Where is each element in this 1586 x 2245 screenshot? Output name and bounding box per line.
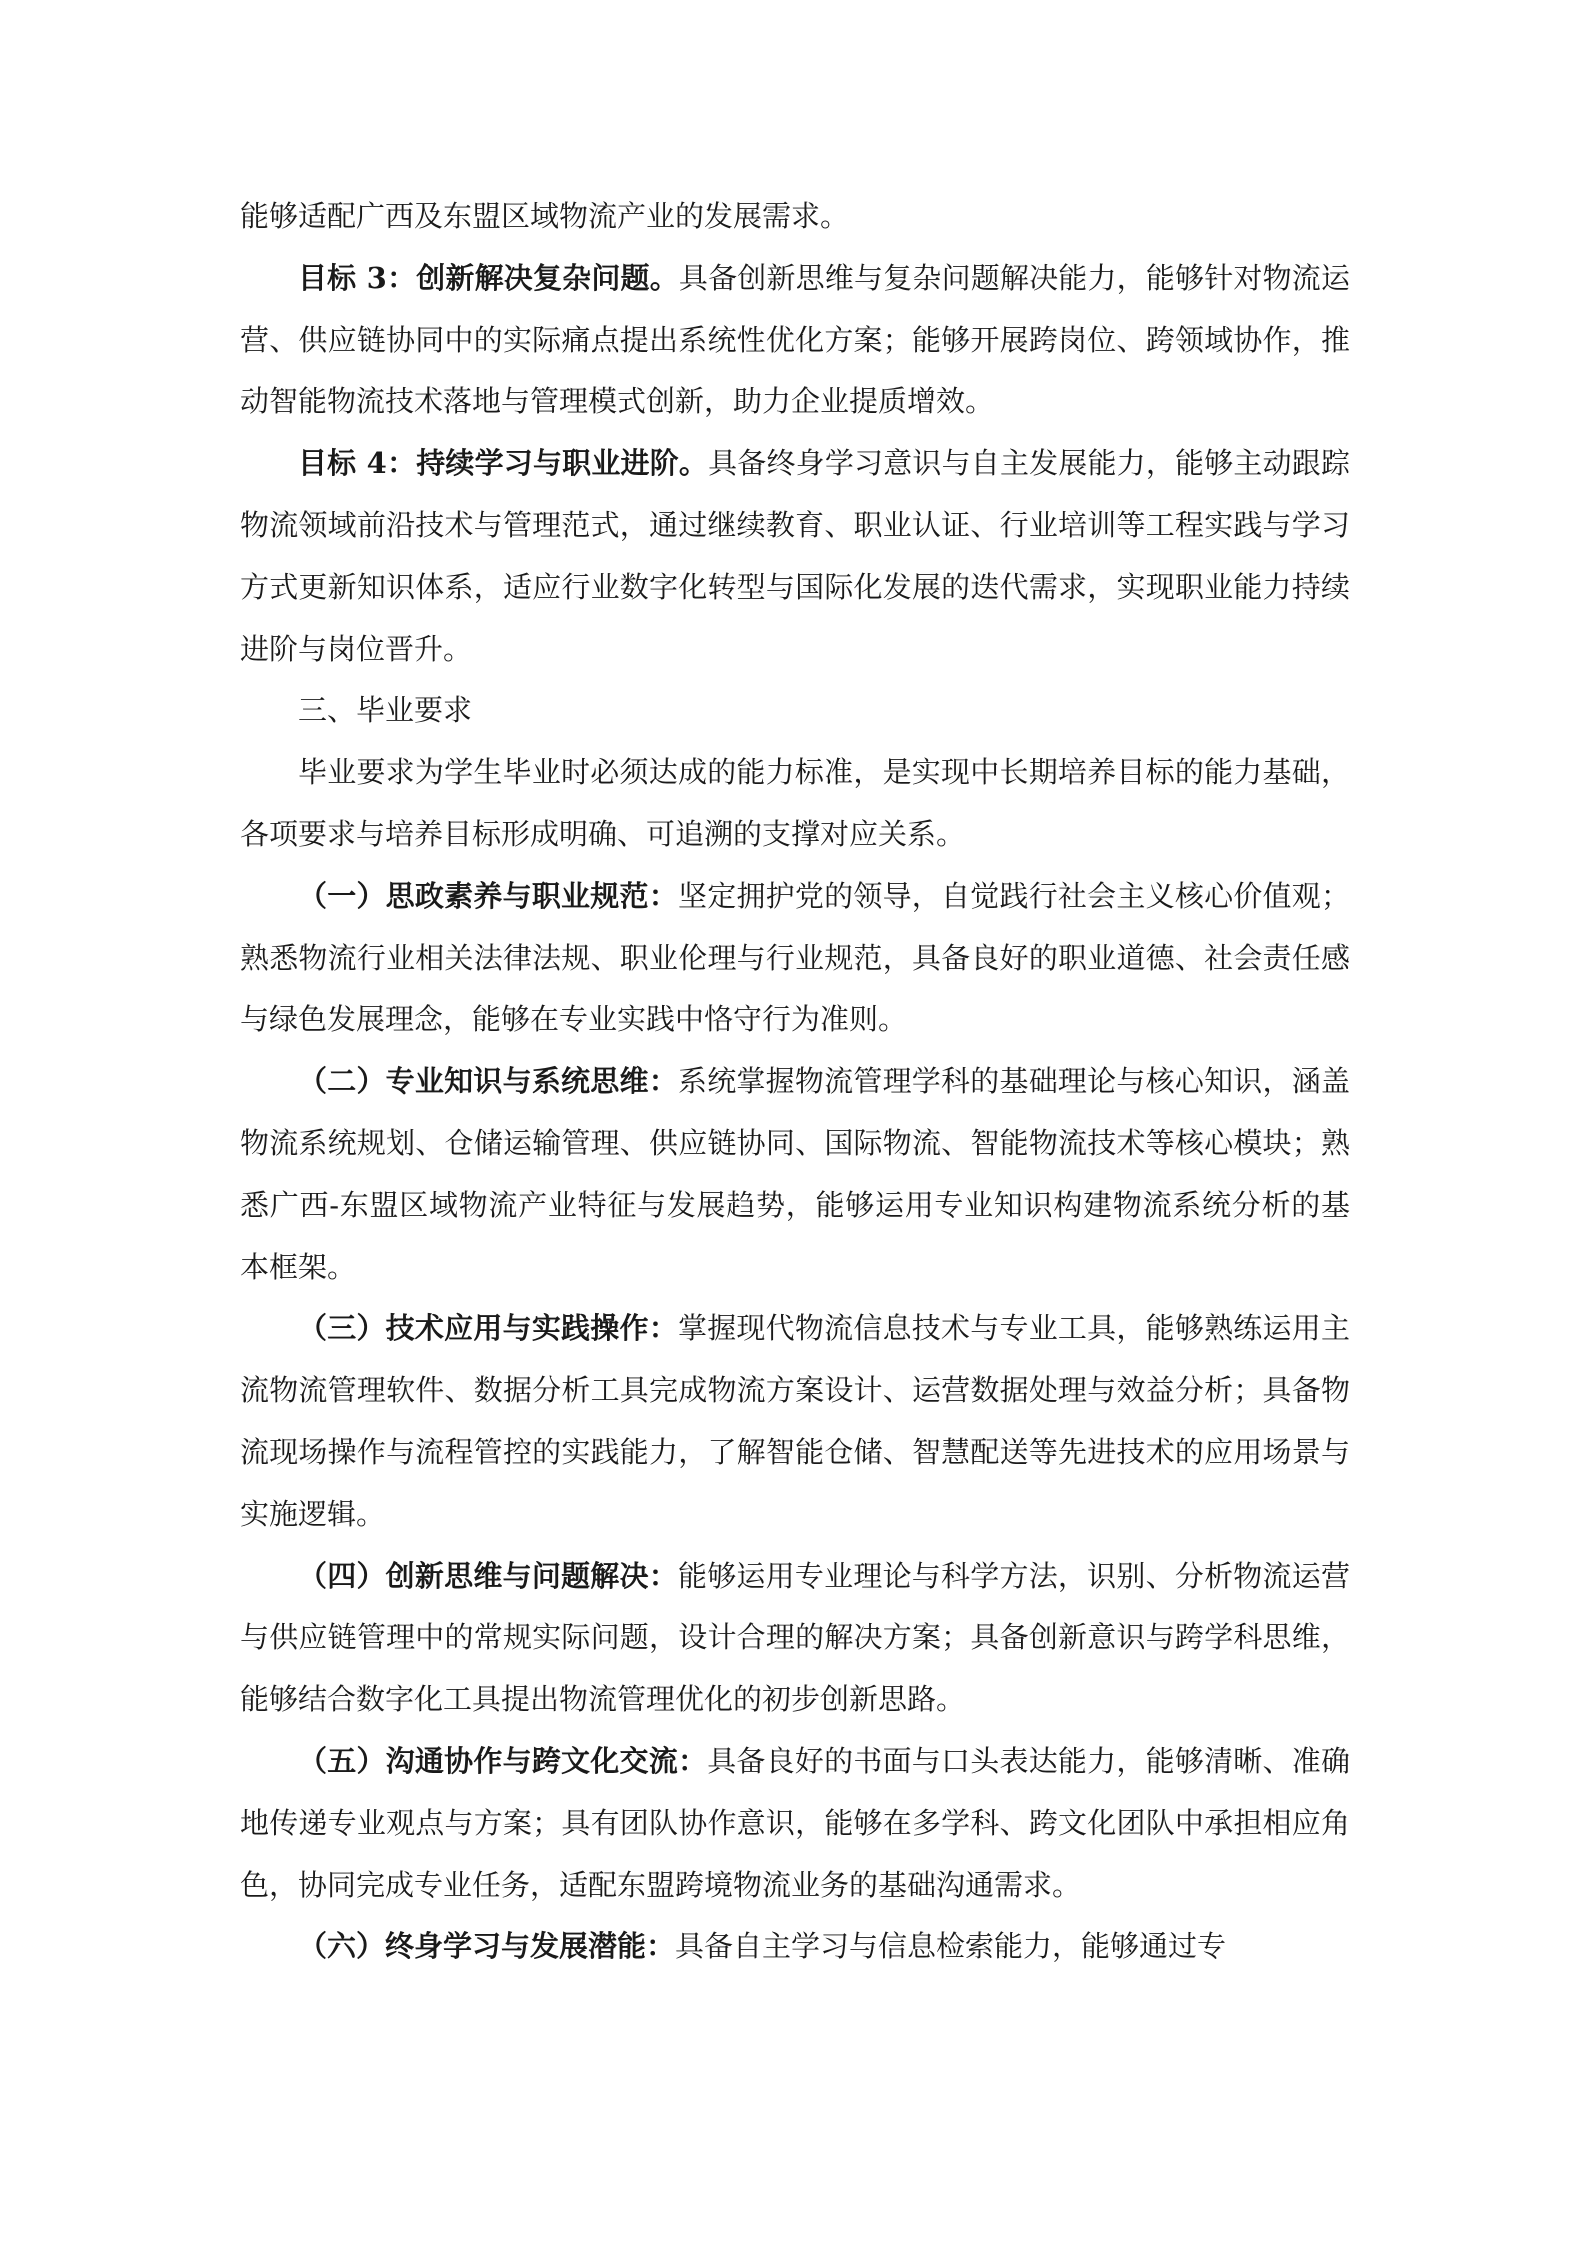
section-title: 三、毕业要求 [298, 693, 473, 728]
requirement-5 [240, 1731, 1350, 1916]
paragraph-text: 具备良好的书面与口头表达能力，能够清晰、准确地传递专业观点与方案；具有团队协作意识，能够在多学科、跨文化团队中承担相应角色，协同完成专业任务，适配东盟跨境物流业务的基础沟通需求。 [240, 1743, 1350, 1902]
paragraph-text: 能够适配广西及东盟区域物流产业的发展需求。 [240, 199, 850, 233]
paragraph-goal-4 [240, 433, 1350, 680]
requirement-2 [240, 1051, 1350, 1298]
requirement-3 [240, 1298, 1350, 1545]
requirement-1 [240, 866, 1350, 1051]
paragraph-text: 坚定拥护党的领导，自觉践行社会主义核心价值观；熟悉物流行业相关法律法规、职业伦理与行业规范，具备良好的职业道德、社会责任感与绿色发展理念，能够在专业实践中恪守行为准则。 [240, 878, 1350, 1037]
paragraph-heading: （四）创新思维与问题解决： [298, 1558, 678, 1593]
section-heading [240, 680, 1350, 742]
paragraph-heading: （二）专业知识与系统思维： [298, 1064, 678, 1099]
paragraph-goal-3 [240, 248, 1350, 433]
paragraph-text: 系统掌握物流管理学科的基础理论与核心知识，涵盖物流系统规划、仓储运输管理、供应链协同、国际物流、智能物流技术等核心模块；熟悉广西-东盟区域物流产业特征与发展趋势，能够运用专业知识构建物流系统分析的基本框架。 [240, 1064, 1350, 1284]
paragraph-text: 掌握现代物流信息技术与专业工具，能够熟练运用主流物流管理软件、数据分析工具完成物流方案设计、运营数据处理与效益分析；具备物流现场操作与流程管控的实践能力，了解智能仓储、智慧配送等先进技术的应用场景与实施逻辑。 [240, 1311, 1350, 1531]
paragraph-text: 具备终身学习意识与自主发展能力，能够主动跟踪物流领域前沿技术与管理范式，通过继续教育、职业认证、行业培训等工程实践与学习方式更新知识体系，适应行业数字化转型与国际化发展的迭代需求，实现职业能力持续进阶与岗位晋升。 [240, 446, 1350, 666]
paragraph-heading: 目标 3：创新解决复杂问题。 [298, 260, 679, 295]
requirement-4 [240, 1546, 1350, 1731]
paragraph-heading: （六）终身学习与发展潜能： [298, 1929, 676, 1964]
paragraph-text: 具备创新思维与复杂问题解决能力，能够针对物流运营、供应链协同中的实际痛点提出系统性优化方案；能够开展跨岗位、跨领域协作，推动智能物流技术落地与管理模式创新，助力企业提质增效。 [240, 260, 1350, 419]
paragraph-heading: （五）沟通协作与跨文化交流： [298, 1743, 708, 1778]
document-body [240, 186, 1350, 1978]
paragraph-heading: （一）思政素养与职业规范： [298, 878, 678, 913]
paragraph-continuation [240, 186, 1350, 248]
paragraph-intro [240, 742, 1350, 866]
paragraph-text: 毕业要求为学生毕业时必须达成的能力标准，是实现中长期培养目标的能力基础，各项要求与培养目标形成明确、可追溯的支撑对应关系。 [240, 755, 1350, 851]
paragraph-heading: （三）技术应用与实践操作： [298, 1311, 678, 1346]
paragraph-text: 能够运用专业理论与科学方法，识别、分析物流运营与供应链管理中的常规实际问题，设计合理的解决方案；具备创新意识与跨学科思维，能够结合数字化工具提出物流管理优化的初步创新思路。 [240, 1558, 1350, 1717]
paragraph-text: 具备自主学习与信息检索能力，能够通过专 [675, 1929, 1227, 1964]
paragraph-heading: 目标 4：持续学习与职业进阶。 [298, 446, 709, 481]
requirement-6 [240, 1916, 1350, 1978]
